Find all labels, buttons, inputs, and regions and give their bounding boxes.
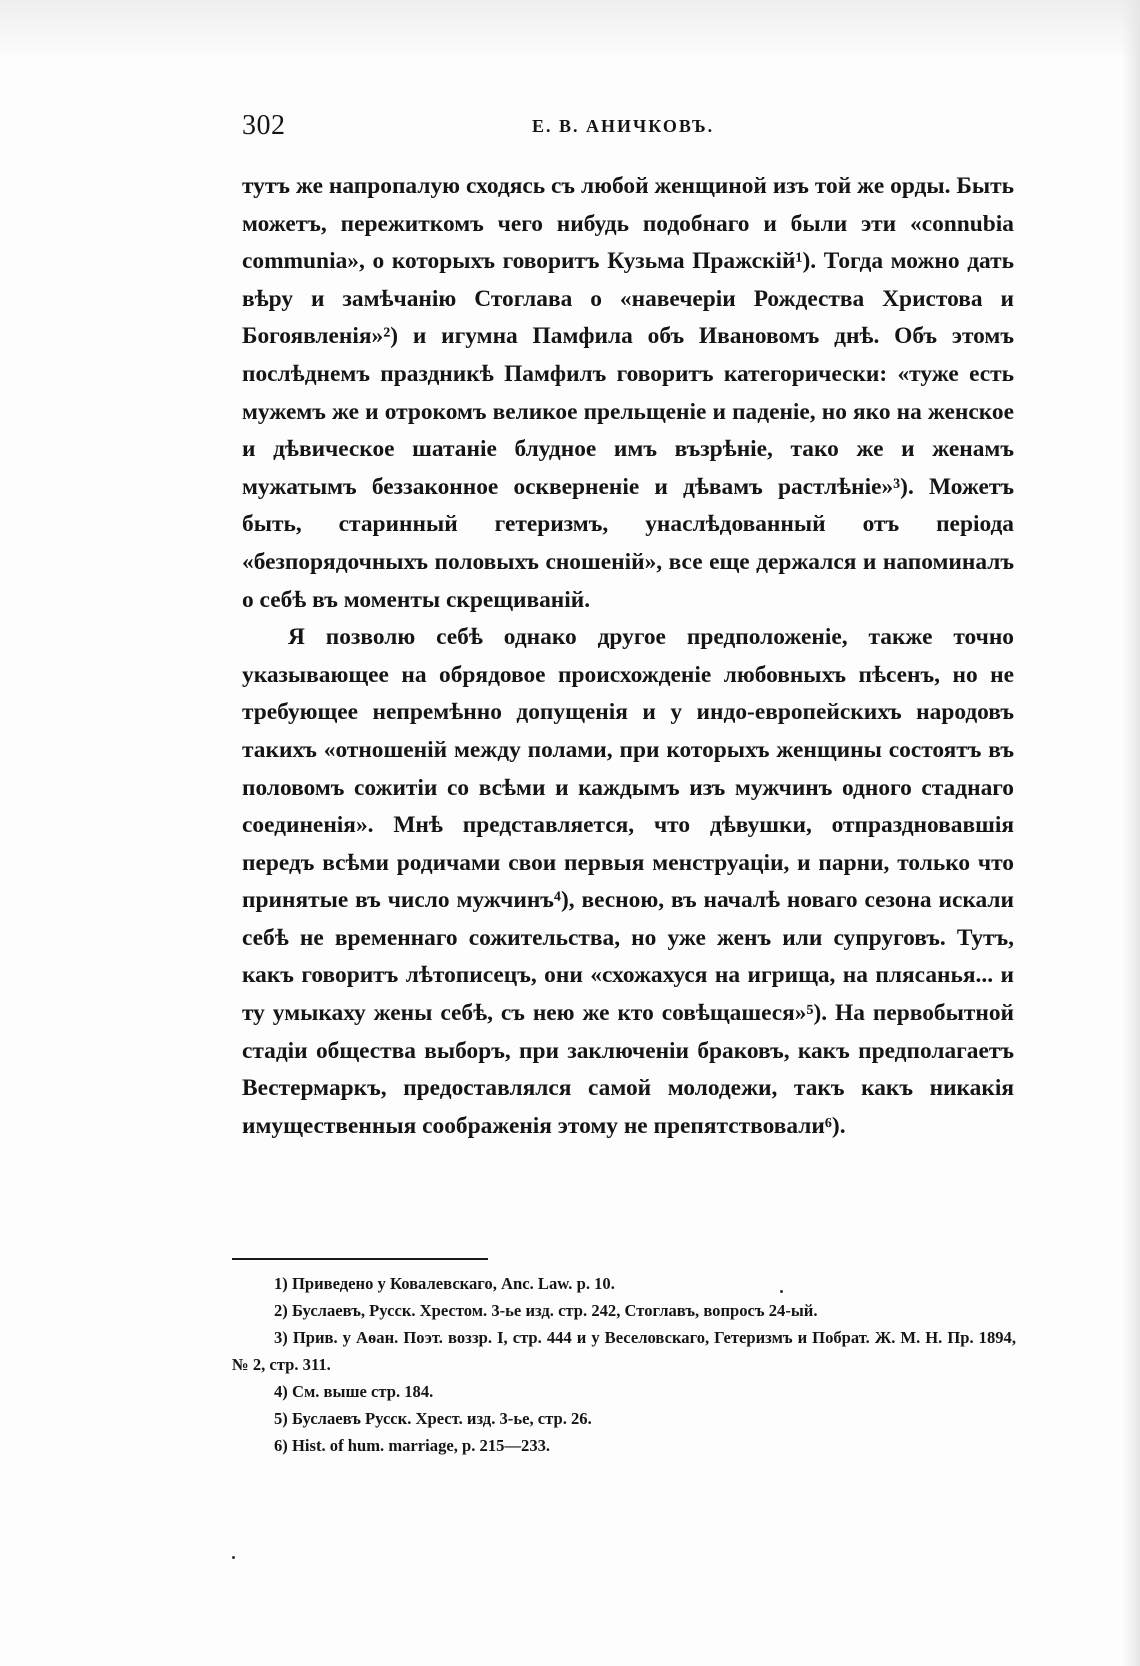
footnote-1: 1) Приведено у Ковалевскаго, Anc. Law. p. 10.: [274, 1274, 615, 1293]
page-header: [242, 110, 1016, 144]
footnotes: [232, 1270, 1016, 1459]
footnote-divider: [232, 1258, 488, 1260]
body-text: [242, 168, 1014, 1145]
paragraph-2: Я позволю себѣ однако другое предположеніе, также точно указывающее на обрядовое происхожденіе любовныхъ пѣсенъ, но не требующее непремѣнно допущенія и у индо-европейскихъ народовъ такихъ «отношеній между полами, при которыхъ женщины состоятъ въ половомъ сожитіи со всѣми и каждымъ изъ мужчинъ одного стаднаго соединенія». Мнѣ представляется, что дѣвушки, отпраздновавшія передъ всѣми родичами свои первыя менструаціи, и парни, только что принятые въ число мужчинъ⁴), весною, въ началѣ новаго сезона искали себѣ не временнаго сожительства, но уже женъ или супруговъ. Тутъ, какъ говоритъ лѣтописецъ, они «схожахуся на игрища, на плясанья... и ту умыкаху жены себѣ, съ нею же кто совѣщашеся»⁵). На первобытной стадіи общества выборъ, при заключеніи браковъ, какъ предполагаетъ Вестермаркъ, предоставлялся самой молодежи, такъ какъ никакія имущественныя соображенія этому не препятствовали⁶).: [242, 624, 1014, 1139]
footnote-5: 5) Буслаевъ Русск. Хрест. изд. 3-ье, стр. 26.: [274, 1409, 592, 1428]
footnote-2: 2) Буслаевъ, Русск. Хрестом. 3-ье изд. стр. 242, Стоглавъ, вопросъ 24-ый.: [274, 1301, 818, 1320]
footnote-6: 6) Hist. of hum. marriage, p. 215—233.: [274, 1436, 551, 1455]
scan-right-edge: [1122, 0, 1140, 1666]
scan-speck: [232, 1556, 235, 1559]
footnote-4: 4) См. выше стр. 184.: [274, 1382, 434, 1401]
scan-speck: [780, 1290, 783, 1293]
footnote-3: 3) Прив. у Аѳан. Поэт. воззр. I, стр. 444 и у Веселовскаго, Гетеризмъ и Побрат. Ж. М. Н. Пр. 1894, № 2, стр. 311.: [232, 1328, 1016, 1374]
running-head: Е. В. АНИЧКОВЪ.: [532, 116, 715, 136]
page-number: 302: [242, 110, 286, 141]
paragraph-1: тутъ же напропалую сходясь съ любой женщиной изъ той же орды. Быть можетъ, пережиткомъ чего нибудь подобнаго и были эти «connubia communia», о которыхъ говоритъ Кузьма Пражскій¹). Тогда можно дать вѣру и замѣчанію Стоглава о «навечеріи Рождества Христова и Богоявленія»²) и игумна Памфила объ Ивановомъ днѣ. Объ этомъ послѣднемъ праздникѣ Памфилъ говоритъ категорически: «туже есть мужемъ же и отрокомъ великое прельщеніе и паденіе, но яко на женское и дѣвическое шатаніе блудное имъ възрѣніе, тако же и женамъ мужатымъ беззаконное оскверненіе и дѣвамъ растлѣніе»³). Можетъ быть, старинный гетеризмъ, унаслѣдованный отъ періода «безпорядочныхъ половыхъ сношеній», все еще держался и напоминалъ о себѣ въ моменты скрещиваній.: [242, 173, 1014, 613]
scan-top-shadow: [0, 0, 1140, 60]
